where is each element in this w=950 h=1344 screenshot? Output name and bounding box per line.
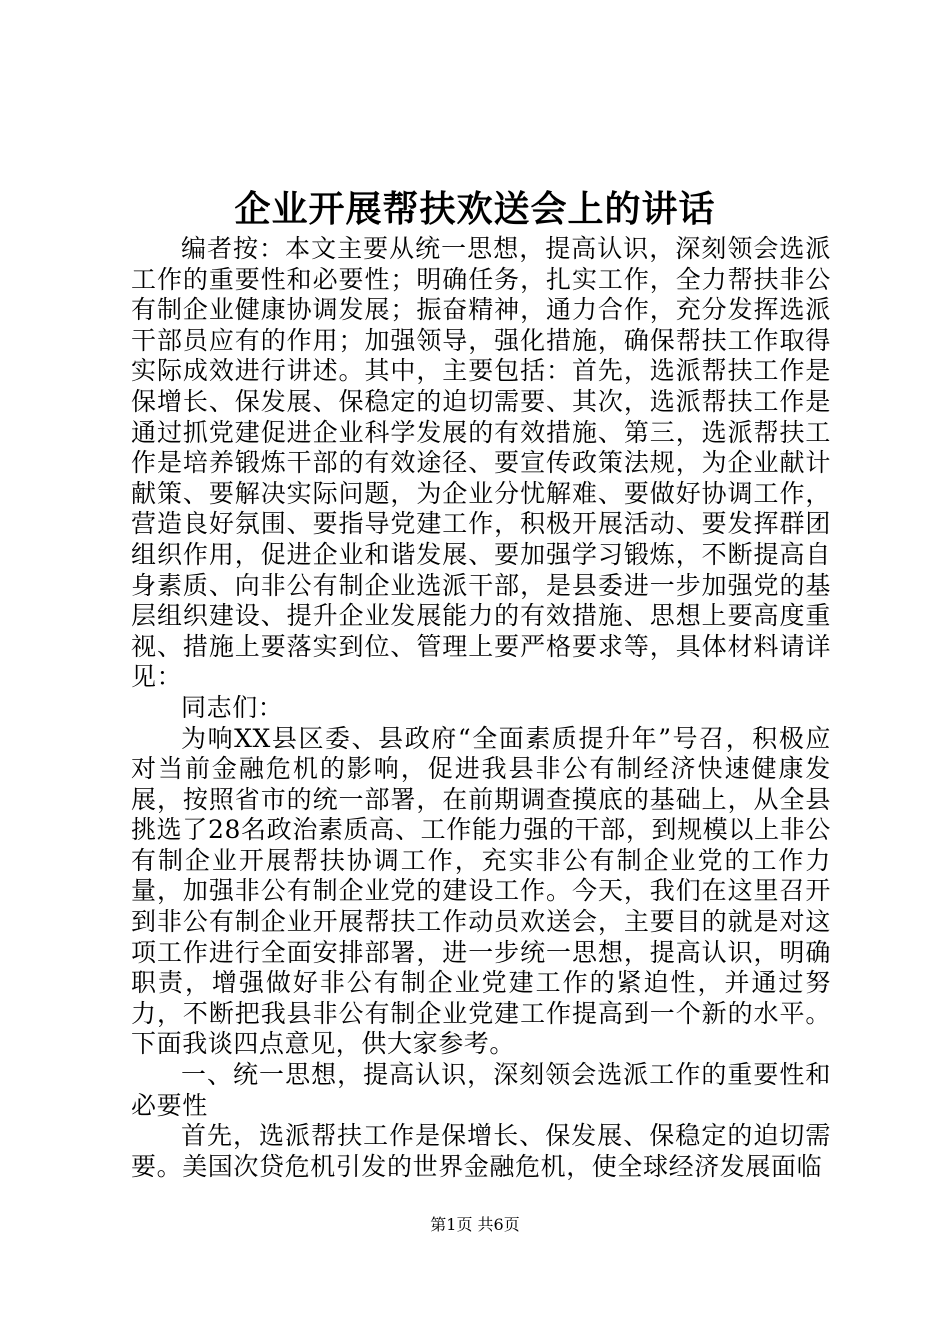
page-footer: [0, 1213, 950, 1237]
section-heading-1: 一、统一思想，提高认识，深刻领会选派工作的重要性和必要性: [131, 1060, 831, 1120]
editor-note-paragraph: 编者按：本文主要从统一思想，提高认识，深刻领会选派工作的重要性和必要性；明确任务，扎实工作，全力帮扶非公有制企业健康协调发展；振奋精神，通力合作，充分发挥选派干部员应有的作用；加强领导，强化措施，确保帮扶工作取得实际成效进行讲述。其中，主要包括：首先，选派帮扶工作是保增长、保发展、保稳定的迫切需要、其次，选派帮扶工作是通过抓党建促进企业科学发展的有效措施、第三，选派帮扶工作是培养锻炼干部的有效途径、要宣传政策法规，为企业献计献策、要解决实际问题，为企业分忧解难、要做好协调工作，营造良好氛围、要指导党建工作，积极开展活动、要发挥群团组织作用，促进企业和谐发展、要加强学习锻炼，不断提高自身素质、向非公有制企业选派干部，是县委进一步加强党的基层组织建设、提升企业发展能力的有效措施、思想上要高度重视、措施上要落实到位、管理上要严格要求等，具体材料请详见：: [131, 234, 831, 692]
body-paragraph: 首先，选派帮扶工作是保增长、保发展、保稳定的迫切需要。美国次贷危机引发的世界金融危机，使全球经济发展面临: [131, 1121, 831, 1181]
document-body: [131, 234, 831, 1182]
document-title: 企业开展帮扶欢送会上的讲话: [234, 188, 716, 230]
salutation-paragraph: 同志们：: [181, 692, 284, 722]
body-paragraph: 为响XX县区委、县政府“全面素质提升年”号召，积极应对当前金融危机的影响，促进我县非公有制经济快速健康发展，按照省市的统一部署，在前期调查摸底的基础上，从全县挑选了28名政治素质高、工作能力强的干部，到规模以上非公有制企业开展帮扶协调工作，充实非公有制企业党的工作力量，加强非公有制企业党的建设工作。今天，我们在这里召开到非公有制企业开展帮扶工作动员欢送会，主要目的就是对这项工作进行全面安排部署，进一步统一思想，提高认识，明确职责，增强做好非公有制企业党建工作的紧迫性，并通过努力，不断把我县非公有制企业党建工作提高到一个新的水平。下面我谈四点意见，供大家参考。: [131, 723, 831, 1059]
page-number-label: 第1页 共6页: [430, 1215, 520, 1234]
